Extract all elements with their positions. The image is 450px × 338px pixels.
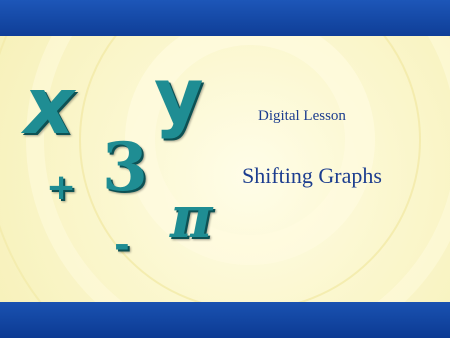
slide-subtitle: Digital Lesson [258,108,346,124]
bottom-band [0,302,450,338]
top-band [0,0,450,36]
slide-title: Shifting Graphs [242,163,382,188]
minus-sign-decoration: - [114,223,130,267]
digit-three-decoration: 3 [102,128,148,206]
plus-sign-decoration: + [46,167,77,208]
letter-x-decoration: x [24,62,75,152]
letter-y-decoration: y [154,51,204,140]
pi-symbol-decoration: π [170,183,213,251]
